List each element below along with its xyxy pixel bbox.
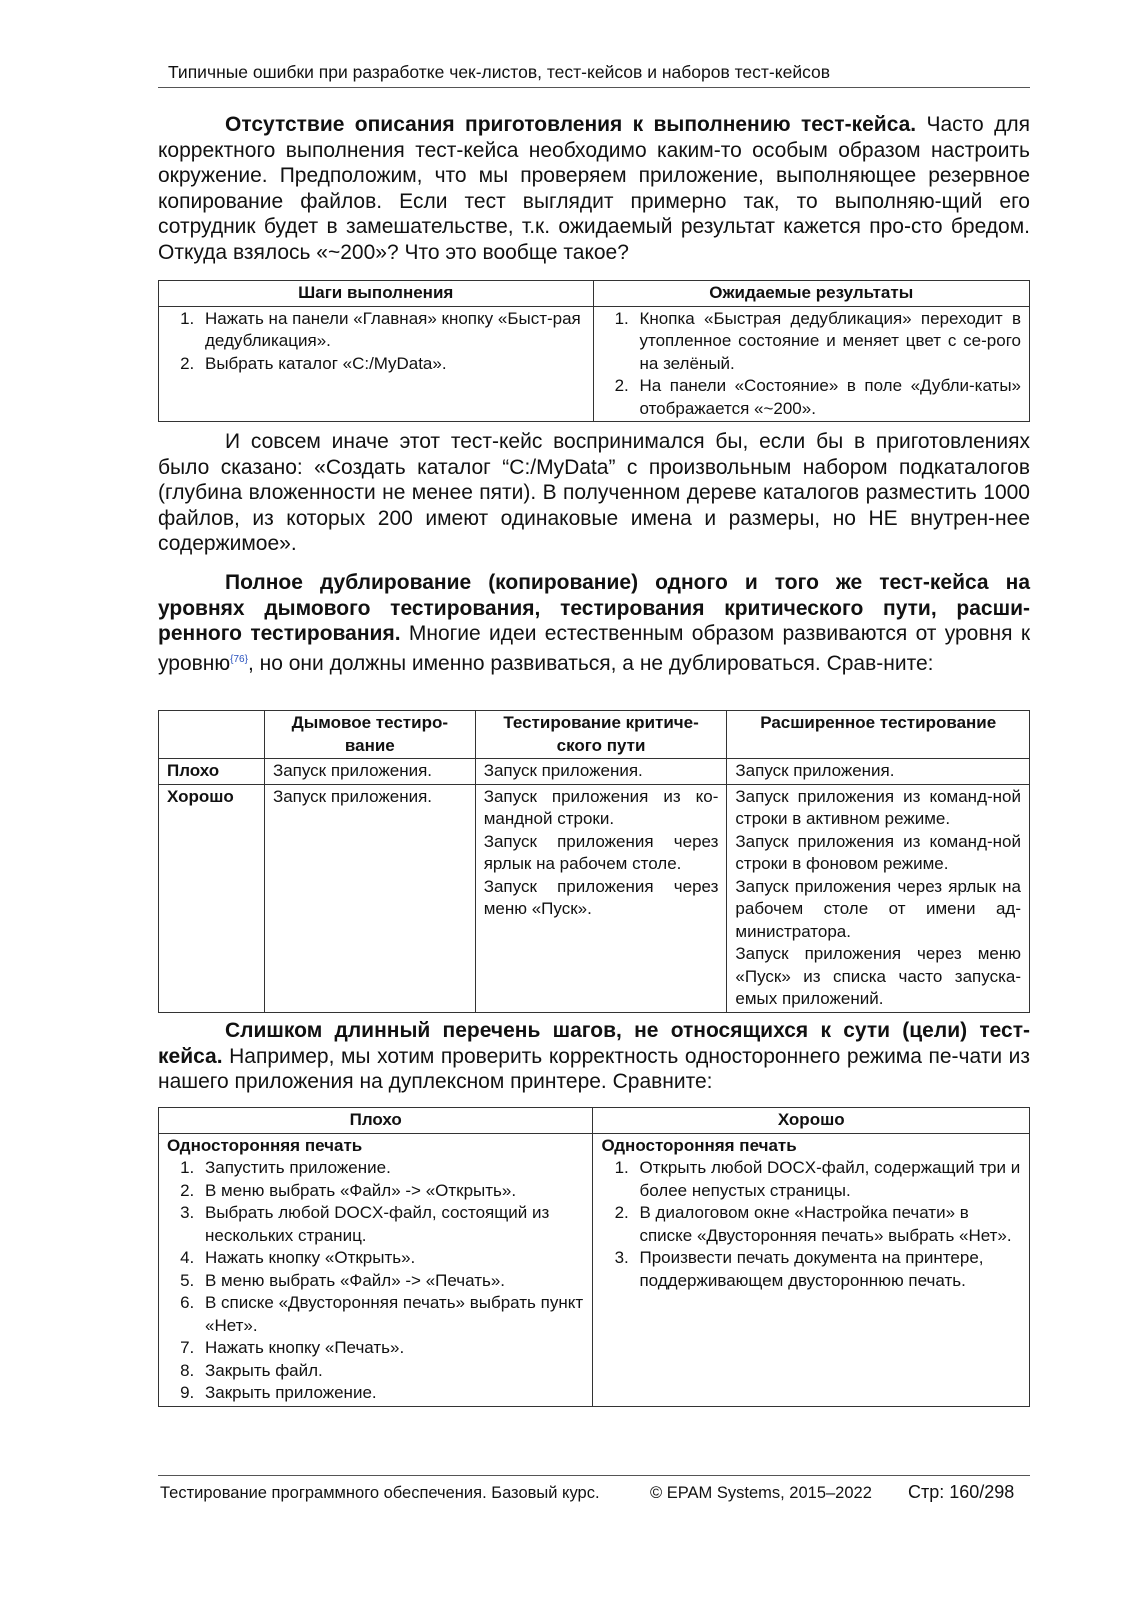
list-item: 1. Запустить приложение. [199,1157,584,1180]
paragraph-text: Например, мы хотим проверить корректность одностороннего режима пе-чати из нашего приложения на дуплексном принтере. Сравните: [158,1044,1030,1093]
table-header: Хорошо [593,1108,1030,1134]
list-item: 6. В списке «Двусторонняя печать» выбрать пункт «Нет». [199,1292,584,1337]
table-header: Шаги выполнения [159,281,594,307]
list-item: 1. Кнопка «Быстрая дедубликация» переходит в утопленное состояние и меняет цвет с се-рого на зелёный. [634,308,1022,376]
list-item: 2. Выбрать каталог «C:/MyData». [199,353,585,376]
footer-rule [158,1475,1030,1476]
cell-line: Запуск приложения через меню «Пуск» из списка часто запуска-емых приложений. [735,944,1021,1008]
header-rule [158,87,1030,88]
paragraph-long-steps [158,1018,1030,1095]
table-cell: Запуск приложения. [264,784,475,1012]
test-levels-table [158,710,1030,1013]
good-cell [593,1133,1030,1406]
paragraph-lead: Слишком длинный перечень шагов, не относящихся к сути (цели) тест-кейса. [158,1019,1030,1068]
paragraph-text: Многие идеи естественным образом развиваются от уровня к уровню [158,622,1031,675]
table-header: Тестирование критиче-ского пути [475,711,727,759]
list-item: 3. Произвести печать документа на принтере, поддерживающем двустороннюю печать. [633,1247,1021,1292]
list-item: 2. В меню выбрать «Файл» -> «Открыть». [199,1180,584,1203]
paragraph-text: , но они должны именно развиваться, а не дублироваться. Срав-ните: [247,651,934,675]
list-item: 5. В меню выбрать «Файл» -> «Печать». [199,1270,584,1293]
page-number: Стр: 160/298 [908,1482,1015,1502]
paragraph-missing-preparation [158,112,1030,265]
cell-title: Односторонняя печать [601,1135,797,1155]
cell-line: Запуск приложения из ко-мандной строки. [483,786,719,828]
table-row [159,759,1030,785]
cell-line: Запуск приложения через ярлык на рабочем столе. [483,831,719,873]
list-item: 2. В диалоговом окне «Настройка печати» в списке «Двусторонняя печать» выбрать «Нет». [633,1202,1021,1247]
table-header: Дымовое тестиро-вание [264,711,475,759]
list-item: 1. Нажать на панели «Главная» кнопку «Быст-рая дедубликация». [199,308,585,353]
footer-copyright: © EPAM Systems, 2015–2022 [650,1484,872,1502]
table-cell [475,784,727,1012]
results-cell [593,306,1030,422]
row-label: Плохо [159,759,265,785]
row-label: Хорошо [159,784,265,1012]
paragraph-duplication [158,570,1030,676]
paragraph-lead: Отсутствие описания приготовления к выполнению тест-кейса. [225,113,917,136]
paragraph-alternative: И совсем иначе этот тест-кейс воспринимался бы, если бы в приготовлениях было сказано: «Создать каталог “C:/MyData” с произвольным набором подкаталогов (глубина вложенности не менее пяти). В полученном дереве каталогов разместить 1000 файлов, из которых 200 имеют одинаковые имена и размеры, но НЕ внутрен-нее содержимое». [158,430,1030,555]
cell-line: Запуск приложения через меню «Пуск». [483,876,719,918]
reference-link[interactable]: {76} [230,653,248,665]
steps-cell [159,306,594,422]
table-header: Ожидаемые результаты [593,281,1030,307]
cell-line: Запуск приложения из команд-ной строки в активном режиме. [735,786,1021,828]
list-item: 2. На панели «Состояние» в поле «Дубли-каты» отображается «~200». [634,375,1022,420]
table-header: Расширенное тестирование [727,711,1030,759]
list-item: 1. Открыть любой DOCX-файл, содержащий три и более непустых страницы. [633,1157,1021,1202]
table-cell: Запуск приложения. [264,759,475,785]
cell-title: Односторонняя печать [167,1135,363,1155]
table-cell [727,784,1030,1012]
cell-line: Запуск приложения из команд-ной строки в фоновом режиме. [735,831,1021,873]
list-item: 3. Выбрать любой DOCX-файл, состоящий из нескольких страниц. [199,1202,584,1247]
footer-book-title: Тестирование программного обеспечения. Базовый курс. [160,1484,600,1502]
list-item: 4. Нажать кнопку «Открыть». [199,1247,584,1270]
running-header: Типичные ошибки при разработке чек-листов, тест-кейсов и наборов тест-кейсов [168,62,831,82]
paragraph-lead: Полное дублирование (копирование) одного и того же тест-кейса на уровнях дымового тестирования, тестирования критического пути, расши-ренного тестирования. [158,571,1030,645]
list-item: 8. Закрыть файл. [199,1360,584,1383]
table-cell: Запуск приложения. [475,759,727,785]
steps-results-table [158,280,1030,422]
paragraph-text: Часто для корректного выполнения тест-кейса необходимо каким-то особым образом настроить окружение. Предположим, что мы проверяем приложение, выполняющее резервное копирование файлов. Если тест выглядит примерно так, то выполняю-щий его сотрудник будет в замешательстве, т.к. ожидаемый результат кажется про-сто бредом. Откуда взялось «~200»? Что это вообще такое? [158,113,1030,264]
table-row [159,784,1030,1012]
list-item: 7. Нажать кнопку «Печать». [199,1337,584,1360]
list-item: 9. Закрыть приложение. [199,1382,584,1405]
table-header-empty [159,711,265,759]
cell-line: Запуск приложения через ярлык на рабочем столе от имени ад-министратора. [735,876,1021,941]
table-header: Плохо [159,1108,593,1134]
printing-comparison-table [158,1107,1030,1407]
table-cell: Запуск приложения. [727,759,1030,785]
bad-cell [159,1133,593,1406]
